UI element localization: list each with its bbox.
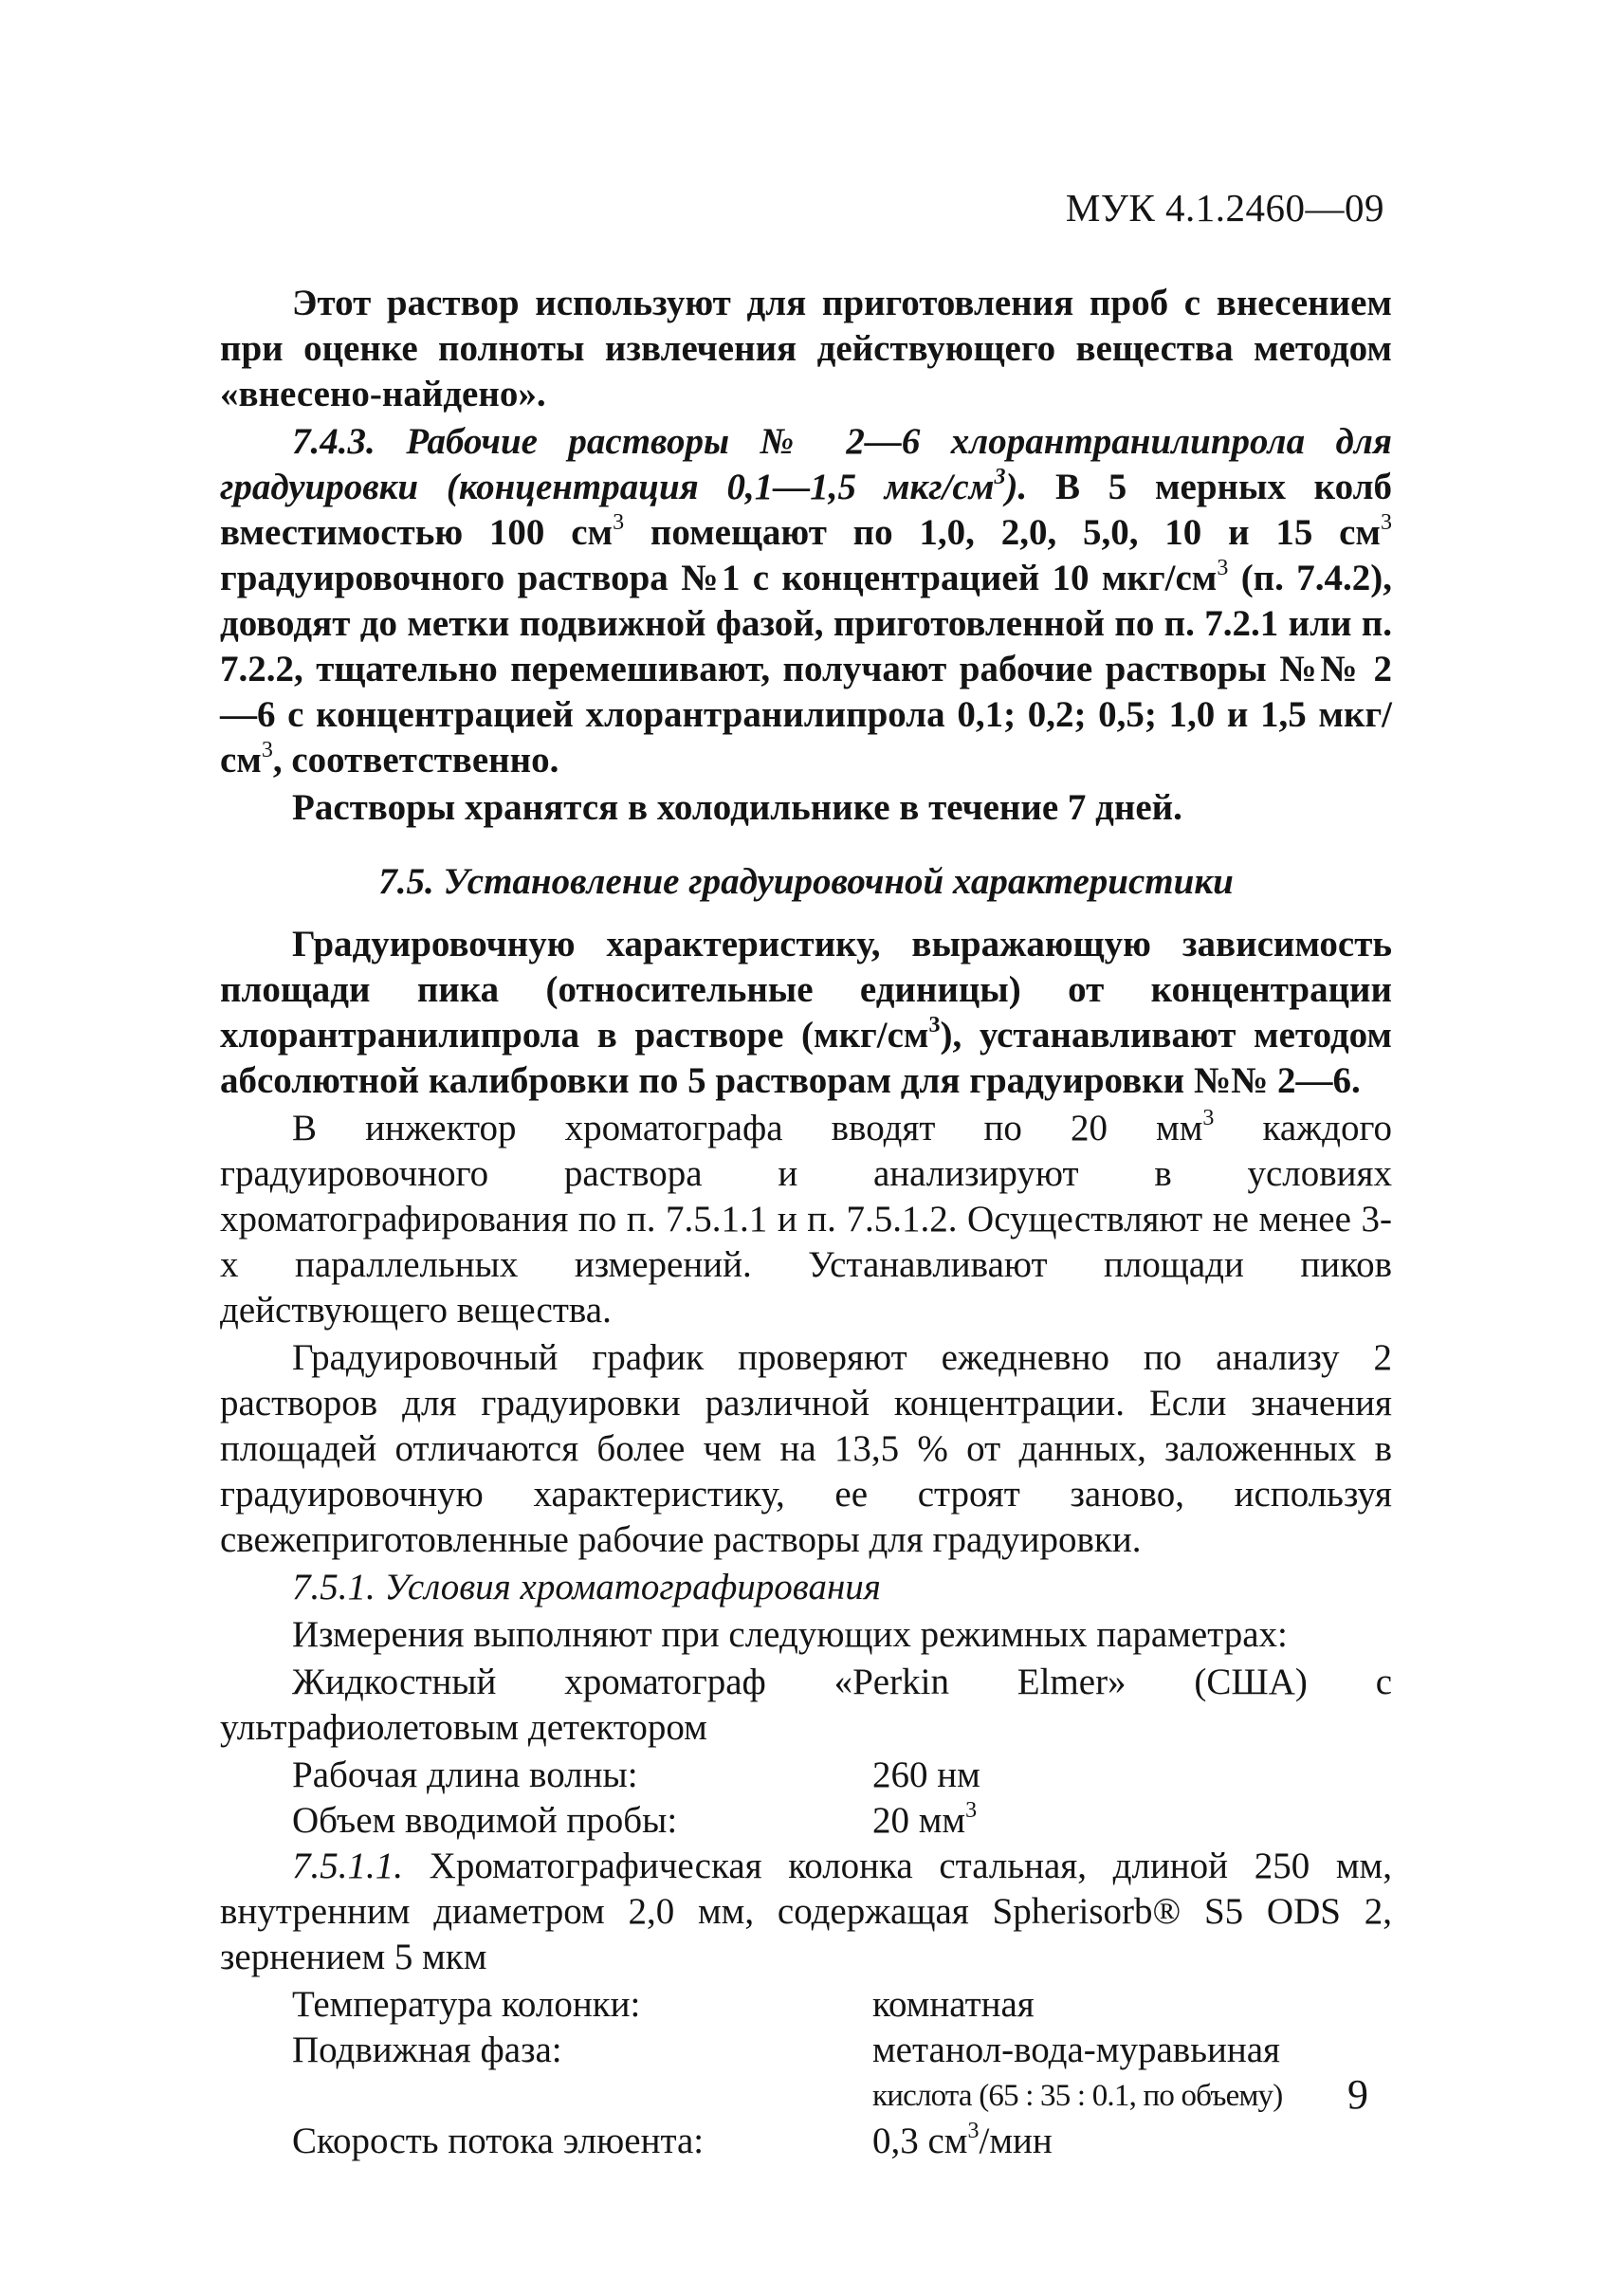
document-body [220,281,1392,2164]
param-row-injection-volume [220,1798,1392,1844]
param-label: Объем вводимой пробы: [292,1800,678,1841]
paragraph-chromatograph: Жидкостный хроматограф «Perkin Elmer» (США) с ультрафиолетовым детектором [220,1662,1392,1748]
param-value: метанол-вода-муравьиная кислота (65 : 35 : 0.1, по объему) [872,2030,1283,2113]
param-row-mobile-phase [220,2028,1392,2119]
document-code-header: МУК 4.1.2460—09 [1065,186,1384,230]
paragraph-storage: Растворы хранятся в холодильнике в течение 7 дней. [292,787,1182,828]
param-row-flow-rate [220,2119,1392,2164]
param-label: Скорость потока элюента: [292,2121,705,2161]
paragraph-calibration-check: Градуировочный график проверяют ежедневно по анализу 2 растворов для градуировки различной концентрации. Если значения площадей отличаются более чем на 13,5 % от данных, заложенных в градуировочную характеристику, ее строят заново, используя свежеприготовленные рабочие растворы для градуировки. [220,1337,1392,1560]
subsection-title-743: 7.4.3. Рабочие растворы № 2—6 хлорантранилипрола для градуировки (концентрация 0,1—1,5 мкг/$см^3$). [220,421,1392,507]
param-value: 0,3 $см^3$/мин [872,2119,1053,2161]
param-row-wavelength [220,1753,1392,1798]
paragraph-column: 7.5.1.1. Хроматографическая колонка стальная, длиной 250 мм, внутренним диаметром 2,0 мм, содержащая Spherisorb® S5 ODS 2, зернением 5 мкм [220,1846,1392,1977]
subsection-title-751: 7.5.1. Условия хроматографирования [292,1567,881,1607]
param-label: Температура колонки: [292,1984,641,2025]
param-label: Рабочая длина волны: [292,1754,638,1795]
page-number: 9 [1347,2071,1368,2118]
paragraph-injection: В инжектор хроматографа вводят по 20 $мм^3$ каждого градуировочного раствора и анализируют в условиях хроматографирования по п. 7.5.1.1 и п. 7.5.1.2. Осуществляют не менее 3-х параллельных измерений. Устанавливают площади пиков действующего вещества. [220,1106,1392,1331]
paragraph-parameters-intro: Измерения выполняют при следующих режимных параметрах: [292,1614,1288,1655]
param-value: 20 $мм^3$ [872,1798,978,1841]
param-value: комнатная [872,1984,1035,2025]
param-row-column-temperature [220,1982,1392,2028]
param-value: 260 нм [872,1754,980,1795]
paragraph-solution-usage: Этот раствор используют для приготовления проб с внесением при оценке полноты извлечения действующего вещества методом «внесено-найдено». [220,283,1392,414]
section-title-75: 7.5. Установление градуировочной характеристики [378,861,1234,902]
paragraph-calibration-characteristic: Градуировочную характеристику, выражающую зависимость площади пика (относительные единицы) от концентрации хлорантранилипрола в растворе $(мкг/см^3)$, устанавливают методом абсолютной калибровки по 5 растворам для градуировки №№ 2—6. [220,924,1392,1101]
param-label: Подвижная фаза: [292,2030,562,2070]
paragraph-working-solutions: 7.4.3. Рабочие растворы № 2—6 хлорантранилипрола для градуировки (концентрация 0,1—1,5 мкг/$см^3$). В 5 мерных колб вместимостью 100 $см^3$ помещают по 1,0, 2,0, 5,0, 10 и 15 $см^3$ градуировочного раствора №1 с концентрацией 10 мкг/$см^3$ (п. 7.4.2), доводят до метки подвижной фазой, приготовленной по п. 7.2.1 или п. 7.2.2, тщательно перемешивают, получают рабочие растворы №№ 2—6 с концентрацией хлорантранилипрола 0,1; 0,2; 0,5; 1,0 и 1,5 мкг/$см^3$, соответственно. [220,421,1393,781]
